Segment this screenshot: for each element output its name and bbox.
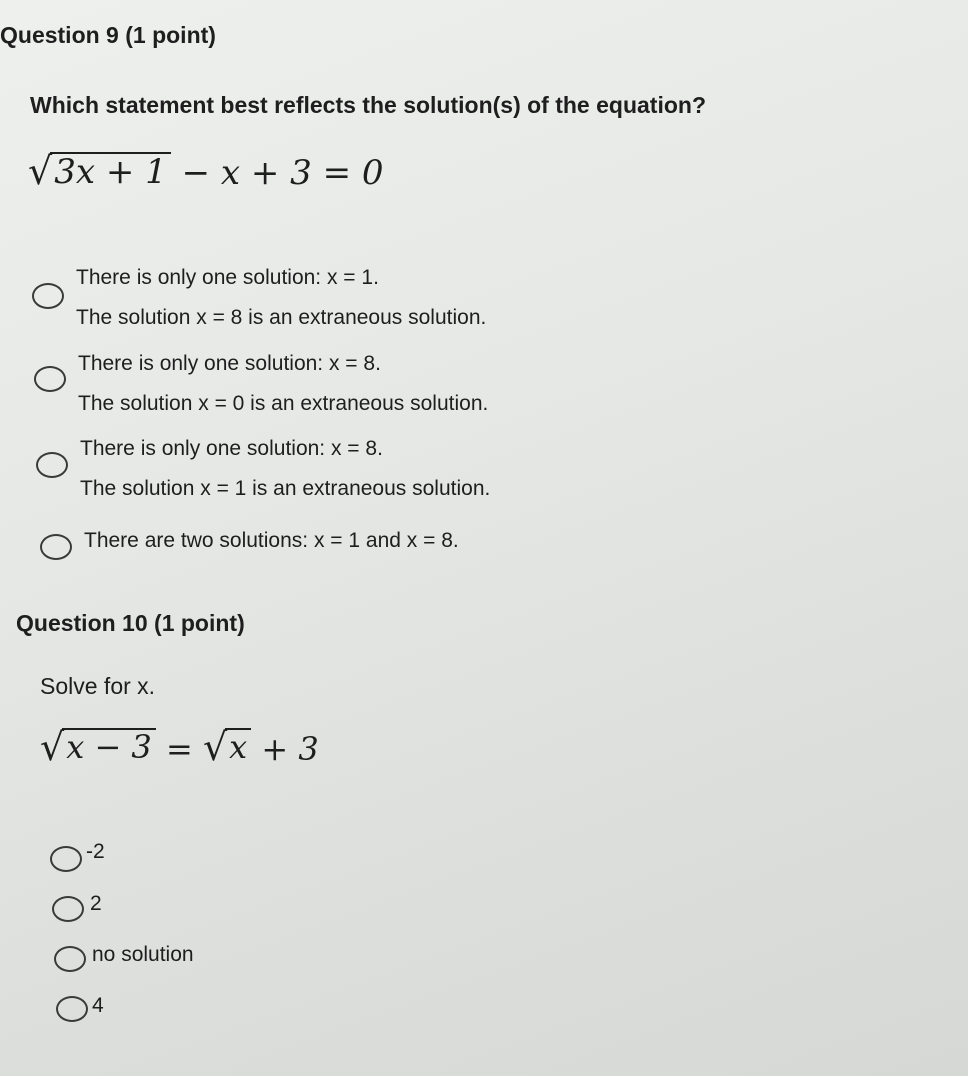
option-line-1: There is only one solution: x = 8. (80, 437, 383, 460)
question-10-equation (40, 725, 319, 769)
radio-button[interactable] (34, 366, 66, 392)
equals-sign: = (165, 730, 193, 768)
option-label: 2 (90, 892, 102, 915)
option-line-1: There are two solutions: x = 1 and x = 8. (84, 529, 459, 552)
question-9-prompt: Which statement best reflects the solution(s) of the equation? (30, 92, 706, 118)
option-line-1: There is only one solution: x = 1. (76, 266, 379, 289)
radio-button[interactable] (36, 452, 68, 478)
radio-button[interactable] (56, 996, 88, 1022)
equation-rest: + 3 (261, 730, 319, 768)
question-9-title: Question 9 (1 point) (0, 22, 216, 48)
option-line-1: There is only one solution: x = 8. (78, 352, 381, 375)
option-line-2: The solution x = 1 is an extraneous solution. (80, 477, 491, 500)
radio-button[interactable] (54, 946, 86, 972)
square-root: √ 3x + 1 (28, 152, 171, 191)
option-line-2: The solution x = 0 is an extraneous solution. (78, 392, 489, 415)
radio-button[interactable] (50, 846, 82, 872)
square-root-right: √ x (203, 728, 251, 766)
option-label: 4 (92, 994, 104, 1017)
question-10-prompt: Solve for x. (40, 673, 156, 699)
square-root-left: √ x − 3 (40, 728, 156, 766)
radio-button[interactable] (40, 534, 72, 560)
question-10-title: Question 10 (1 point) (16, 610, 245, 636)
option-line-2: The solution x = 8 is an extraneous solution. (76, 306, 487, 329)
option-label: no solution (92, 943, 194, 966)
radio-button[interactable] (52, 896, 84, 922)
equation-rest: − x + 3 = 0 (181, 153, 384, 193)
radicand: 3x + 1 (50, 152, 171, 191)
question-9-equation (28, 149, 384, 193)
left-radicand: x − 3 (62, 728, 156, 765)
option-label: -2 (86, 840, 105, 863)
radio-button[interactable] (32, 283, 64, 309)
right-radicand: x (225, 728, 251, 765)
